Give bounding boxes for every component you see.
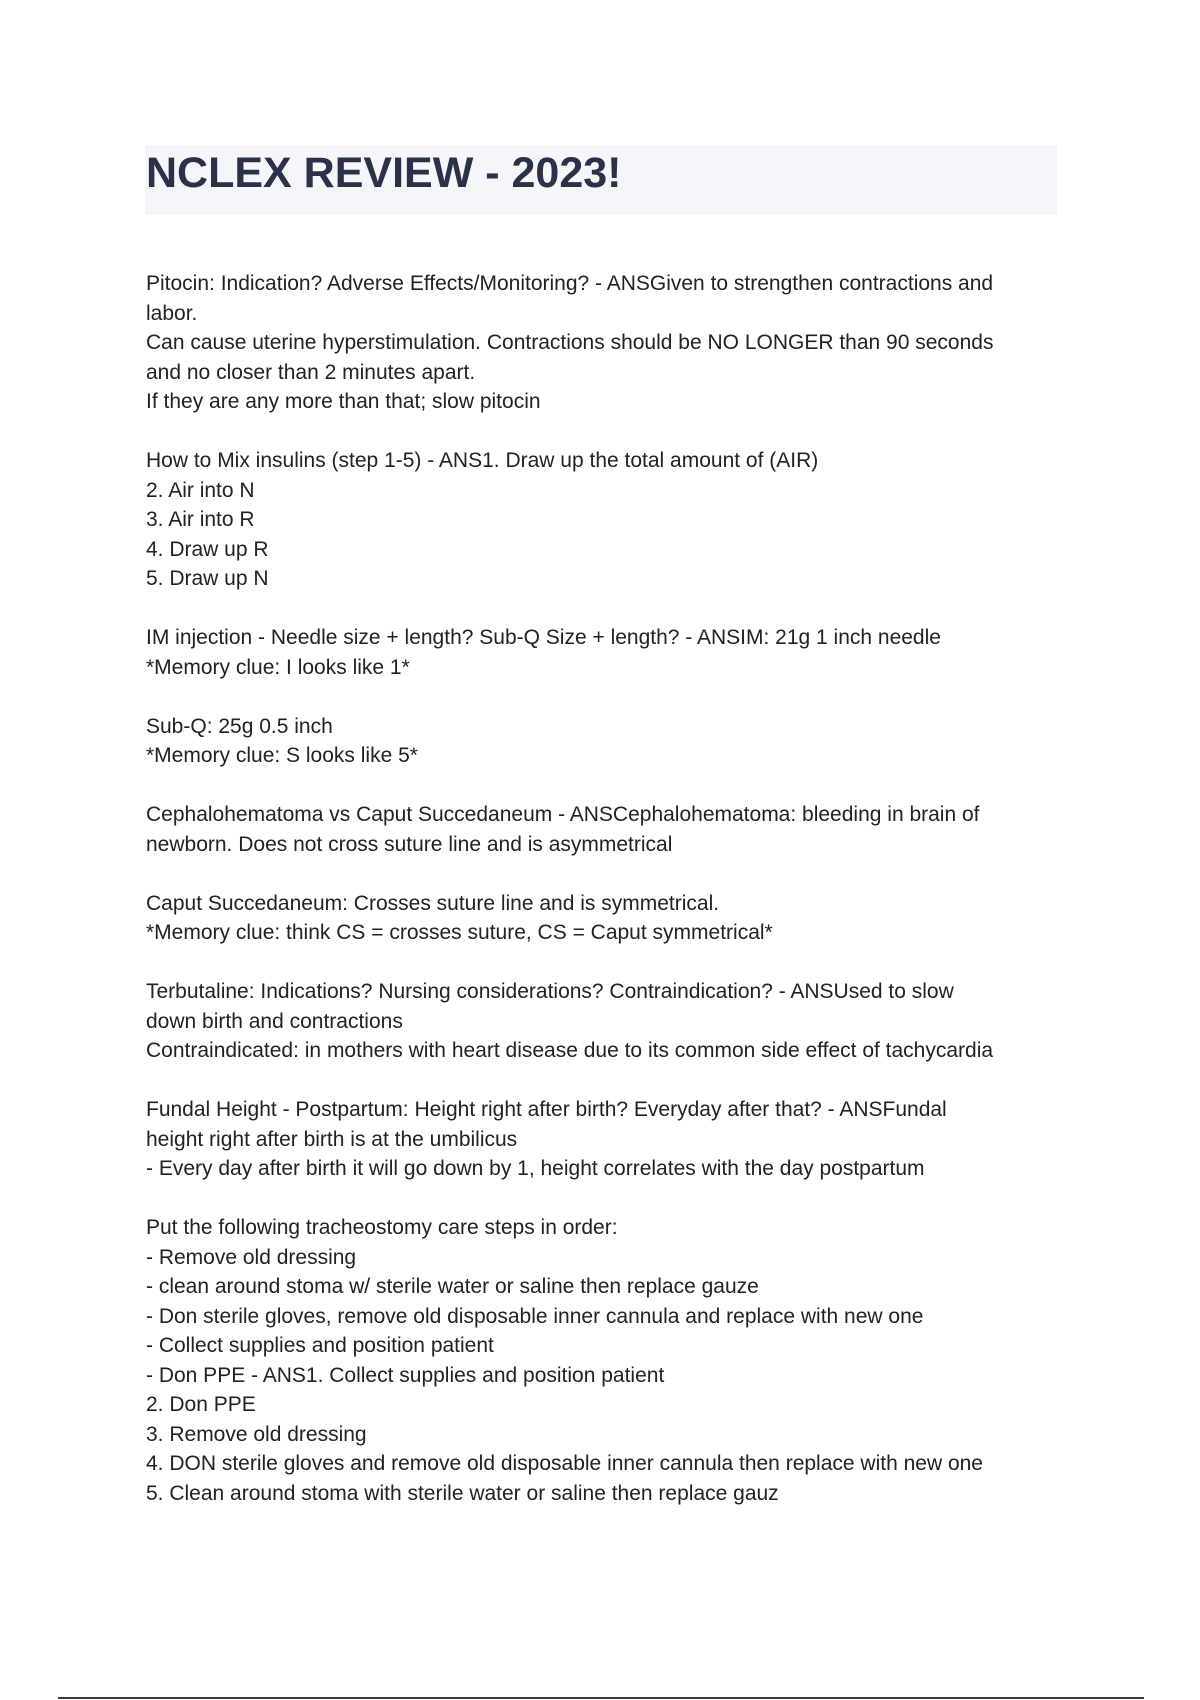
- text-line: labor.: [146, 301, 198, 325]
- text-line: Terbutaline: Indications? Nursing considerations? Contraindication? - ANSUsed to slow: [146, 980, 954, 1003]
- text-line: IM injection - Needle size + length? Sub-Q Size + length? - ANSIM: 21g 1 inch needle: [146, 626, 941, 649]
- text-line: down birth and contractions: [146, 1009, 403, 1033]
- text-line: Sub-Q: 25g 0.5 inch: [146, 714, 333, 738]
- text-line: 3. Remove old dressing: [146, 1422, 367, 1446]
- text-line: *Memory clue: S looks like 5*: [146, 744, 418, 767]
- text-line: - Every day after birth it will go down by 1, height correlates with the day postpartum: [146, 1157, 925, 1180]
- text-line: 4. Draw up R: [146, 537, 269, 561]
- document-title: NCLEX REVIEW - 2023!: [146, 149, 622, 197]
- text-line: How to Mix insulins (step 1-5) - ANS1. Draw up the total amount of (AIR): [146, 449, 819, 472]
- qa-block-pitocin: [146, 269, 1066, 417]
- text-line: height right after birth is at the umbilicus: [146, 1127, 518, 1151]
- text-line: 2. Don PPE: [146, 1393, 256, 1416]
- document-body: [146, 269, 1066, 1538]
- text-line: and no closer than 2 minutes apart.: [146, 360, 476, 384]
- text-line: - Don PPE - ANS1. Collect supplies and position patient: [146, 1363, 665, 1387]
- qa-block-tracheostomy: [146, 1213, 1066, 1508]
- text-line: 2. Air into N: [146, 478, 255, 502]
- text-line: *Memory clue: think CS = crosses suture, CS = Caput symmetrical*: [146, 921, 773, 944]
- text-line: Fundal Height - Postpartum: Height right after birth? Everyday after that? - ANSFundal: [146, 1098, 947, 1121]
- text-line: 5. Clean around stoma with sterile water or saline then replace gauz: [146, 1481, 779, 1505]
- text-line: Contraindicated: in mothers with heart disease due to its common side effect of tachycardia: [146, 1039, 994, 1062]
- text-line: Cephalohematoma vs Caput Succedaneum - ANSCephalohematoma: bleeding in brain of: [146, 803, 980, 826]
- qa-block-cephalohematoma: [146, 800, 1066, 859]
- text-line: Pitocin: Indication? Adverse Effects/Monitoring? - ANSGiven to strengthen contractions and: [146, 272, 994, 295]
- qa-block-terbutaline: [146, 977, 1066, 1066]
- text-line: Can cause uterine hyperstimulation. Contractions should be NO LONGER than 90 seconds: [146, 331, 994, 354]
- qa-block-im-injection: [146, 623, 1066, 682]
- text-line: - clean around stoma w/ sterile water or saline then replace gauze: [146, 1275, 759, 1298]
- text-line: Put the following tracheostomy care steps in order:: [146, 1216, 618, 1239]
- page-bottom-divider: [58, 1697, 1144, 1699]
- qa-block-caput: [146, 889, 1066, 948]
- text-line: 4. DON sterile gloves and remove old disposable inner cannula then replace with new one: [146, 1452, 983, 1475]
- text-line: - Remove old dressing: [146, 1245, 357, 1269]
- text-line: *Memory clue: I looks like 1*: [146, 655, 410, 679]
- text-line: Caput Succedaneum: Crosses suture line and is symmetrical.: [146, 891, 720, 915]
- qa-block-subq: [146, 712, 1066, 771]
- qa-block-mix-insulins: [146, 446, 1066, 594]
- text-line: newborn. Does not cross suture line and is asymmetrical: [146, 832, 673, 856]
- text-line: - Collect supplies and position patient: [146, 1334, 494, 1357]
- text-line: - Don sterile gloves, remove old disposable inner cannula and replace with new one: [146, 1304, 924, 1328]
- text-line: 3. Air into R: [146, 508, 255, 531]
- text-line: 5. Draw up N: [146, 567, 269, 590]
- qa-block-fundal-height: [146, 1095, 1066, 1184]
- text-line: If they are any more than that; slow pitocin: [146, 390, 541, 413]
